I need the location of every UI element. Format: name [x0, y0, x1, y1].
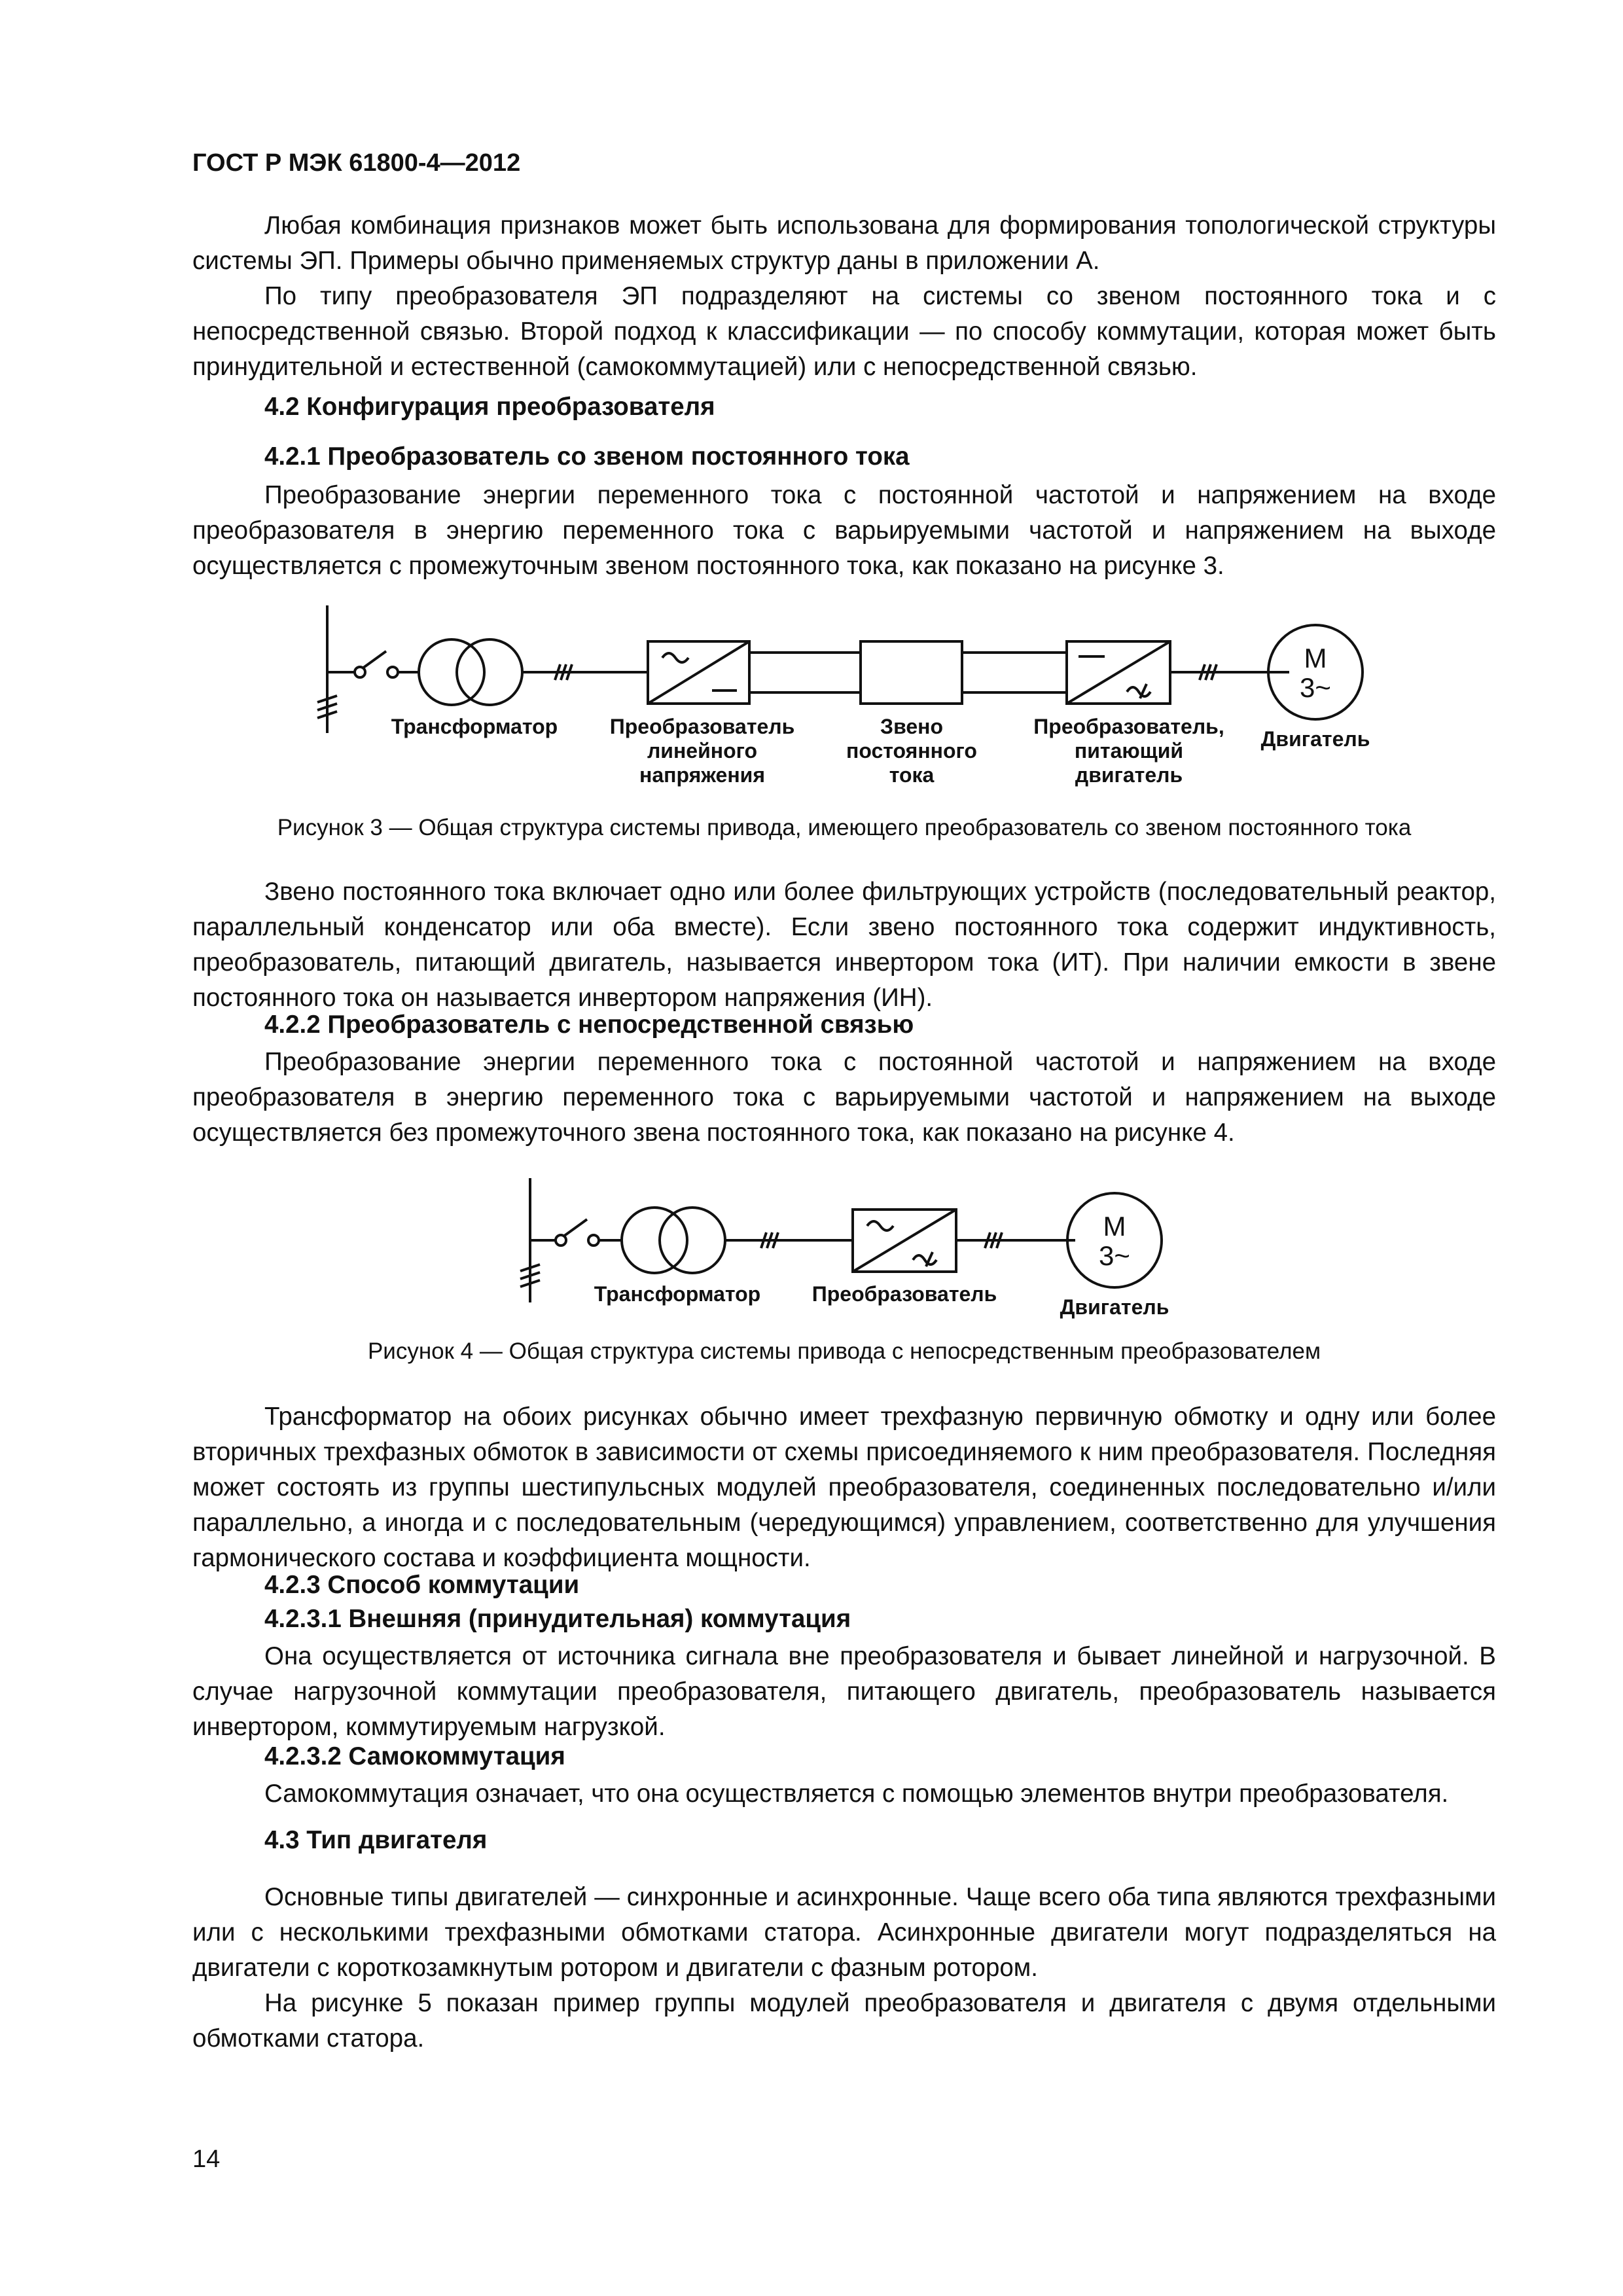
heading-4-2: 4.2 Конфигурация преобразователя	[264, 393, 715, 421]
paragraph-4: Звено постоянного тока включает одно или более фильтрующих устройств (последовательный реактор, параллельный конденсатор или оба вместе). Если звено постоянного тока содержит индуктивность, преобразователь, питающий двигатель, называется инвертором тока (ИТ). При наличии емкости в звене постоянного тока он называется инвертором напряжения (ИН).	[192, 878, 1496, 1012]
paragraph-2: По типу преобразователя ЭП подразделяют на системы со звеном постоянного тока и с непосредственной связью. Второй подход к классификации — по способу коммутации, которая может быть принудительной и естественной (самокоммутацией) или с непосредственной связью.	[192, 282, 1496, 381]
paragraph-9: Основные типы двигателей — синхронные и асинхронные. Чаще всего оба типа являются трехфазными или с несколькими трехфазными обмотками статора. Асинхронные двигатели могут подразделяться на двигатели с короткозамкнутым ротором и двигатели с фазным ротором.	[192, 1883, 1496, 1982]
figure-4-diagram	[514, 1172, 1188, 1335]
figure-3-diagram	[314, 599, 1394, 808]
paragraph-5: Преобразование энергии переменного тока с постоянной частотой и напряжением на входе преобразователя в энергию переменного тока с варьируемыми частотой и напряжением на выходе осуществляется без промежуточного звена постоянного тока, как показано на рисунке 4.	[192, 1048, 1496, 1147]
motor-phase: 3~	[1099, 1240, 1130, 1271]
motor-letter: M	[1304, 643, 1327, 673]
paragraph-1: Любая комбинация признаков может быть использована для формирования топологической структуры системы ЭП. Примеры обычно применяемых структур даны в приложении А.	[192, 211, 1496, 275]
figure-4-caption: Рисунок 4 — Общая структура системы привода с непосредственным преобразователем	[367, 1338, 1321, 1364]
heading-4-3: 4.3 Тип двигателя	[264, 1826, 488, 1854]
label-dc-link-1: Звено	[880, 715, 943, 738]
heading-4-2-1: 4.2.1 Преобразователь со звеном постоянного тока	[264, 442, 910, 471]
motor-phase: 3~	[1300, 672, 1331, 703]
heading-4-2-3: 4.2.3 Способ коммутации	[264, 1571, 580, 1599]
paragraph-6: Трансформатор на обоих рисунках обычно имеет трехфазную первичную обмотку и одну или более вторичных трехфазных обмоток в зависимости от схемы присоединяемого к ним преобразователя. Последняя может состоять из группы шестипульсных модулей преобразователя, соединенных последовательно и/или параллельно, а иногда и с последовательным (чередующимся) управлением, соответственно для улучшения гармонического состава и коэффициента мощности.	[192, 1403, 1496, 1572]
label-line-converter-3: напряжения	[639, 763, 765, 787]
paragraph-7: Она осуществляется от источника сигнала вне преобразователя и бывает линейной и нагрузочной. В случае нагрузочной коммутации преобразователя, питающего двигатель, преобразователь называется инвертором, коммутируемым нагрузкой.	[192, 1642, 1496, 1741]
label-line-converter-1: Преобразователь	[609, 715, 795, 738]
label-transformer: Трансформатор	[594, 1282, 761, 1306]
motor-letter: M	[1103, 1211, 1126, 1242]
label-motor: Двигатель	[1260, 727, 1370, 751]
heading-4-2-3-1: 4.2.3.1 Внешняя (принудительная) коммутация	[264, 1605, 851, 1633]
label-motor-converter-3: двигатель	[1075, 763, 1183, 787]
label-motor: Двигатель	[1060, 1295, 1169, 1319]
label-transformer: Трансформатор	[391, 715, 558, 738]
paragraph-10: На рисунке 5 показан пример группы модулей преобразователя и двигателя с двумя отдельными обмотками статора.	[192, 1989, 1496, 2053]
label-dc-link-2: постоянного	[846, 739, 977, 762]
paragraph-8: Самокоммутация означает, что она осуществляется с помощью элементов внутри преобразователя.	[264, 1780, 1449, 1808]
label-line-converter-2: линейного	[647, 739, 758, 762]
standard-designation: ГОСТ Р МЭК 61800-4—2012	[192, 149, 521, 177]
label-motor-converter-2: питающий	[1074, 739, 1184, 762]
label-motor-converter-1: Преобразователь,	[1033, 715, 1224, 738]
label-dc-link-3: тока	[889, 763, 935, 787]
heading-4-2-2: 4.2.2 Преобразователь с непосредственной связью	[264, 1011, 914, 1039]
label-converter: Преобразователь	[812, 1282, 997, 1306]
figure-3-caption: Рисунок 3 — Общая структура системы привода, имеющего преобразователь со звеном постоянного тока	[277, 815, 1412, 840]
page-number: 14	[192, 2145, 221, 2173]
heading-4-2-3-2: 4.2.3.2 Самокоммутация	[264, 1742, 565, 1770]
paragraph-3: Преобразование энергии переменного тока с постоянной частотой и напряжением на входе преобразователя в энергию переменного тока с варьируемыми частотой и напряжением на выходе осуществляется с промежуточным звеном постоянного тока, как показано на рисунке 3.	[192, 481, 1496, 580]
